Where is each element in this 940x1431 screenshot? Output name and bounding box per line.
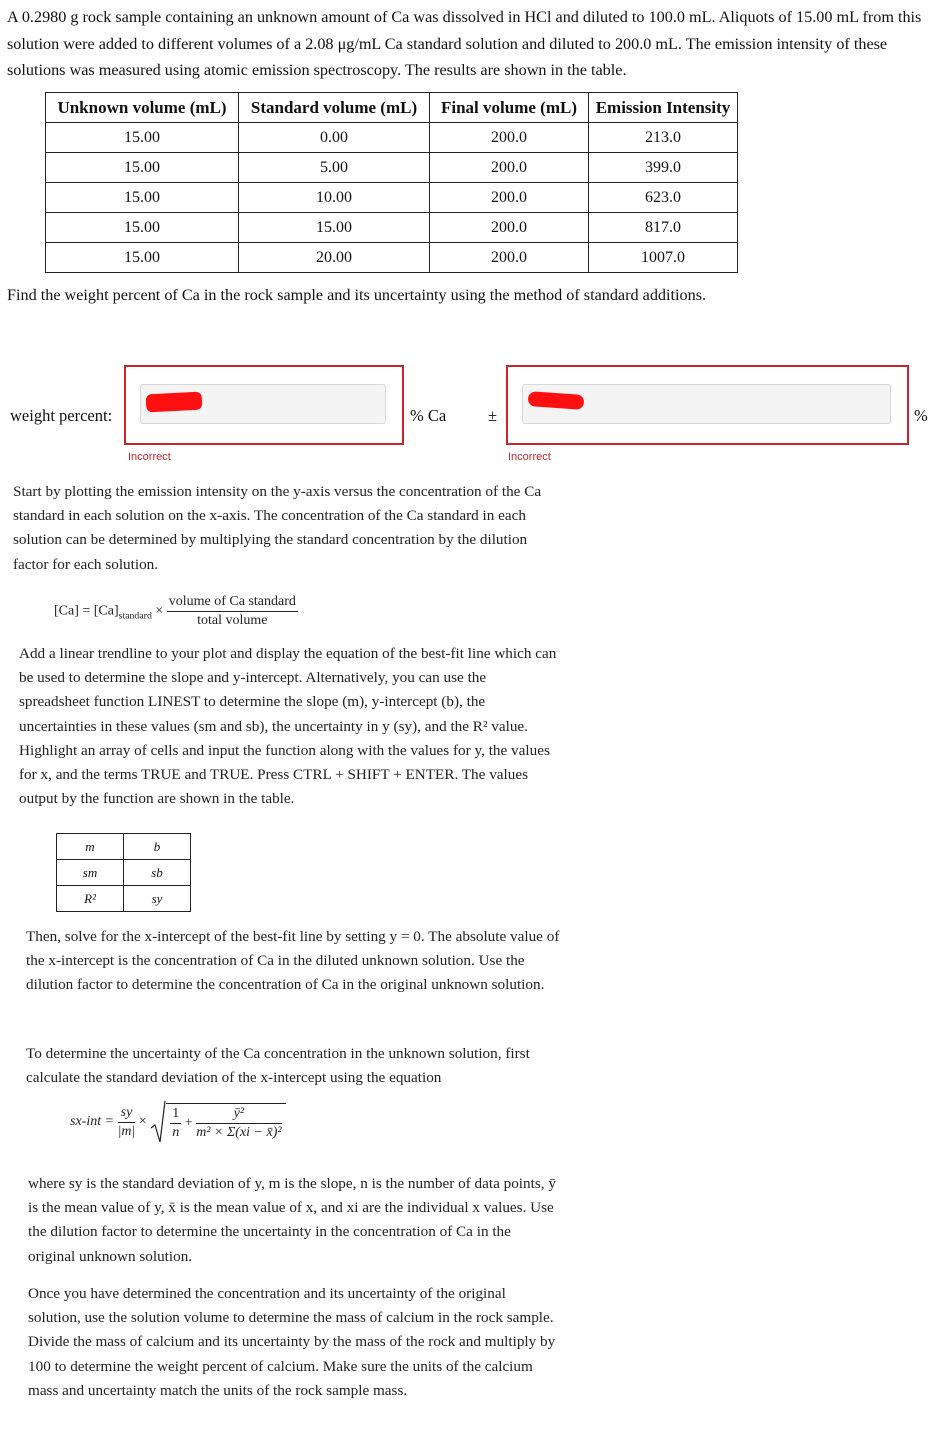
linest-cell: m (57, 834, 124, 860)
table-row (57, 886, 191, 912)
feedback-incorrect: Incorrect (128, 451, 171, 463)
concentration-formula (54, 594, 298, 629)
linest-cell: sm (57, 860, 124, 886)
table-cell: 20.00 (239, 243, 430, 273)
table-cell: 200.0 (430, 123, 589, 153)
sqrt-frac-1 (170, 1106, 181, 1141)
sqrt-frac-2-num: ȳ² (196, 1106, 281, 1124)
formula-times: × (155, 603, 164, 619)
table-cell: 200.0 (430, 213, 589, 243)
hint-paragraph-6: Once you have determined the concentration and its uncertainty of the original solution, use the solution volume to determine the mass of calcium in the rock sample. Divide the mass of calcium and its uncertainty by the mass of the rock and multiply by 100 to determine the weight percent of calcium. Make sure the units of the calcium mass and uncertainty match the units of the rock sample mass. (28, 1285, 556, 1399)
linest-cell: R² (57, 886, 124, 912)
linest-cell: sb (124, 860, 191, 886)
table-cell: 15.00 (46, 243, 239, 273)
linest-cell: sy (124, 886, 191, 912)
square-root (150, 1100, 285, 1144)
col-emission-intensity: Emission Intensity (589, 93, 738, 123)
table-cell: 5.00 (239, 153, 430, 183)
sx-times: × (138, 1114, 147, 1130)
table-cell: 15.00 (239, 213, 430, 243)
feedback-incorrect: Incorrect (508, 451, 551, 463)
col-standard-volume: Standard volume (mL) (239, 93, 430, 123)
plus-minus-sign: ± (488, 406, 498, 425)
formula-numerator: volume of Ca standard (167, 594, 298, 612)
table-cell: 15.00 (46, 183, 239, 213)
table-row (46, 243, 738, 273)
col-unknown-volume: Unknown volume (mL) (46, 93, 239, 123)
sqrt-frac-1-den: n (172, 1125, 180, 1140)
table-cell: 200.0 (430, 183, 589, 213)
sqrt-frac-2 (196, 1106, 281, 1141)
weight-percent-label: weight percent: (10, 406, 113, 425)
unit-percent: % (914, 406, 928, 425)
uncertainty-answer-box (506, 365, 909, 445)
sx-numerator: sy (118, 1105, 136, 1123)
table-cell: 200.0 (430, 243, 589, 273)
sx-fraction (118, 1105, 136, 1140)
sqrt-icon (150, 1100, 166, 1144)
formula-lhs: [Ca] = [Ca] (54, 603, 119, 619)
table-row (46, 183, 738, 213)
sx-denominator: |m| (117, 1123, 136, 1139)
redaction-mark (146, 392, 203, 413)
hint-paragraph-3: Then, solve for the x-intercept of the best-fit line by setting y = 0. The absolute value of the x-intercept is the concentration of Ca in the diluted unknown solution. Use the dilution factor to determine the concentration of Ca in the original unknown solution. (26, 928, 560, 994)
formula-fraction (167, 594, 298, 629)
table-cell: 15.00 (46, 213, 239, 243)
problem-statement: A 0.2980 g rock sample containing an unknown amount of Ca was dissolved in HCl and diluted to 100.0 mL. Aliquots of 15.00 mL from this solution were added to different volumes of a 2.08 μg/mL Ca standard solution and diluted to 200.0 mL. The emission intensity of these solutions was measured using atomic emission spectroscopy. The results are shown in the table. (7, 8, 922, 79)
table-cell: 10.00 (239, 183, 430, 213)
table-row (46, 153, 738, 183)
table-cell: 15.00 (46, 123, 239, 153)
table-header-row (46, 93, 738, 123)
linest-cell: b (124, 834, 191, 860)
table-row (57, 834, 191, 860)
sqrt-plus: + (184, 1115, 193, 1131)
sqrt-frac-1-num: 1 (170, 1106, 181, 1124)
table-cell: 817.0 (589, 213, 738, 243)
table-row (46, 213, 738, 243)
sx-int-lhs: sx-int = (70, 1114, 115, 1130)
table-cell: 15.00 (46, 153, 239, 183)
table-cell: 0.00 (239, 123, 430, 153)
hint-paragraph-2: Add a linear trendline to your plot and display the equation of the best-fit line which can be used to determine the slope and y-intercept. Alternatively, you can use the spreadsheet function LINEST to determine the slope (m), y-intercept (b), the uncertainties in these values (sm and sb), the uncertainty in y (sy), and the R² value. Highlight an array of cells and input the function along with the values for y, the values for x, and the terms TRUE and TRUE. Press CTRL + SHIFT + ENTER. The values output by the function are shown in the table. (19, 645, 557, 808)
table-row (46, 123, 738, 153)
col-final-volume: Final volume (mL) (430, 93, 589, 123)
table-cell: 399.0 (589, 153, 738, 183)
hint-paragraph-4: To determine the uncertainty of the Ca concentration in the unknown solution, first calculate the standard deviation of the x-intercept using the equation (26, 1045, 530, 1087)
table-row (57, 860, 191, 886)
hint-paragraph-1: Start by plotting the emission intensity on the y-axis versus the concentration of the Ca standard in each solution on the x-axis. The concentration of the Ca standard in each solution can be determined by multiplying the standard concentration by the dilution factor for each solution. (13, 483, 542, 573)
table-cell: 1007.0 (589, 243, 738, 273)
formula-subscript: standard (118, 610, 152, 622)
question-text: Find the weight percent of Ca in the rock sample and its uncertainty using the method of standard additions. (7, 286, 707, 304)
table-cell: 200.0 (430, 153, 589, 183)
sx-int-formula (70, 1100, 286, 1144)
weight-percent-answer-box (124, 365, 404, 445)
hint-paragraph-5: where sy is the standard deviation of y, m is the slope, n is the number of data points, ȳ is the mean value of y, x̄ is the mean value of x, and xi are the individual x values. Use the dilution factor to determine the uncertainty in the concentration of Ca in the original unknown solution. (28, 1175, 556, 1265)
table-cell: 213.0 (589, 123, 738, 153)
linest-table (56, 833, 191, 912)
sqrt-content (166, 1103, 285, 1141)
table-cell: 623.0 (589, 183, 738, 213)
sqrt-frac-2-den: m² × Σ(xi − x̄)² (196, 1125, 282, 1140)
unit-percent-ca: % Ca (410, 406, 447, 425)
data-table (45, 92, 738, 273)
formula-denominator: total volume (197, 613, 268, 628)
